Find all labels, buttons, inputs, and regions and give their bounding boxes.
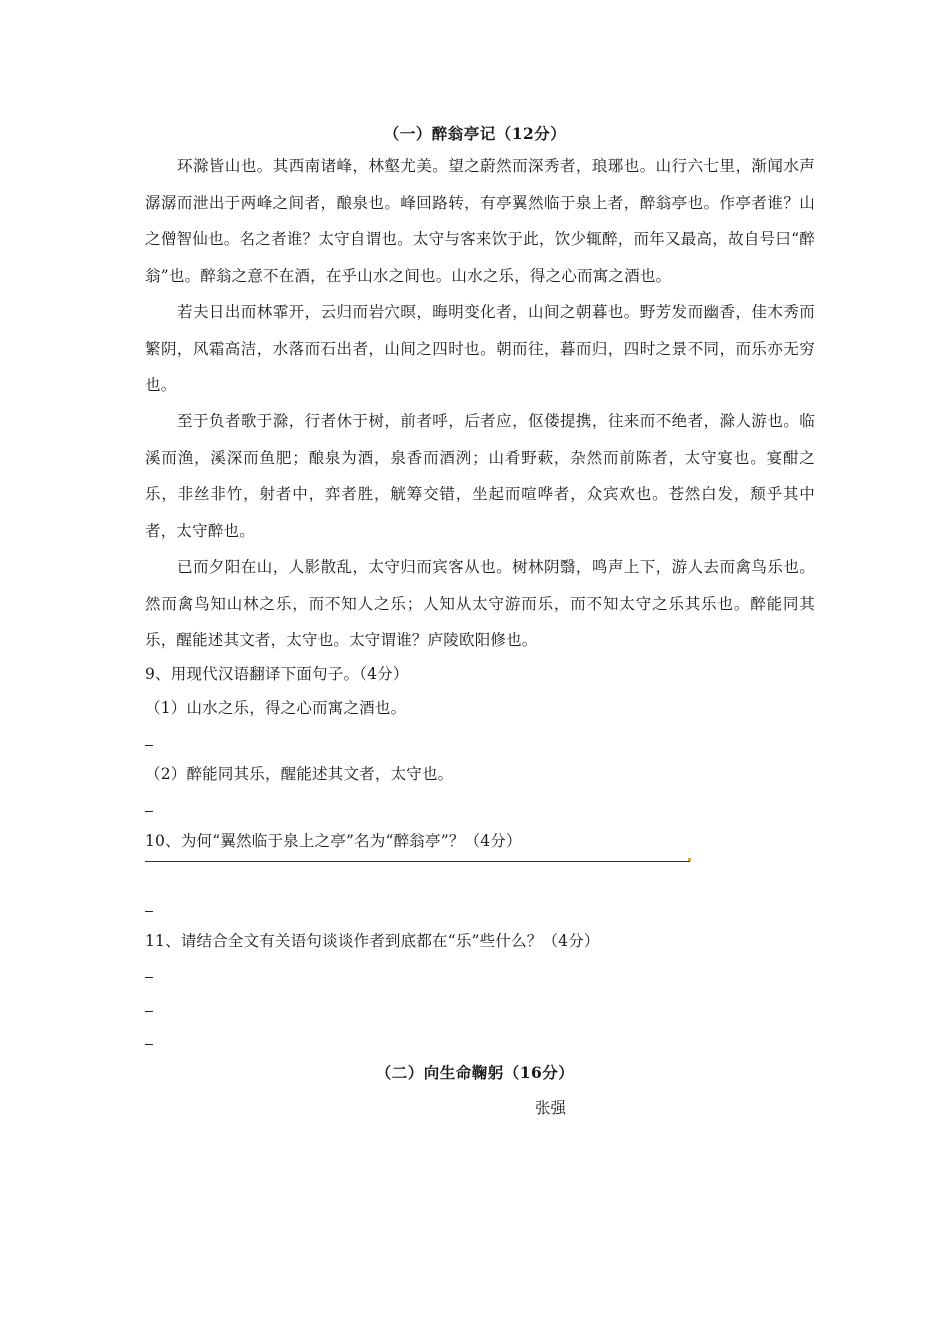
passage-paragraph-3: 至于负者歌于滁，行者休于树，前者呼，后者应，伛偻提携，往来而不绝者，滁人游也。临溪而渔，溪深而鱼肥；酿泉为酒，泉香而酒洌；山肴野蔌，杂然而前陈者，太守宴也。宴酣之乐，非丝非竹，射者中，弈者胜，觥筹交错，坐起而喧哗者，众宾欢也。苍然白发，颓乎其中者，太守醉也。 bbox=[145, 412, 815, 540]
section-one-title: （一）醉翁亭记（12分） bbox=[383, 124, 567, 143]
answer-blank-11-3[interactable] bbox=[145, 1044, 153, 1045]
question-11: 11、请结合全文有关语句谈谈作者到底都在“乐”些什么？（4分） bbox=[145, 932, 600, 950]
answer-blank-10[interactable] bbox=[145, 911, 153, 912]
question-9-item-2: （2）醉能同其乐，醒能述其文者，太守也。 bbox=[145, 765, 454, 783]
passage-paragraph-2: 若夫日出而林霏开，云归而岩穴暝，晦明变化者，山间之朝暮也。野芳发而幽香，佳木秀而繁阴，风霜高洁，水落而石出者，山间之四时也。朝而往，暮而归，四时之景不同，而乐亦无穷也。 bbox=[145, 303, 815, 394]
answer-blank-11-1[interactable] bbox=[145, 977, 153, 978]
answer-line-10[interactable] bbox=[145, 861, 690, 862]
answer-blank-9-2[interactable] bbox=[145, 811, 153, 812]
question-9-item-1: （1）山水之乐，得之心而寓之酒也。 bbox=[145, 699, 407, 717]
author-name: 张强 bbox=[535, 1099, 567, 1117]
section-two-title: （二）向生命鞠躬（16分） bbox=[375, 1063, 575, 1082]
answer-blank-11-2[interactable] bbox=[145, 1011, 153, 1012]
question-10: 10、为何“翼然临于泉上之亭”名为“醉翁亭”？（4分） bbox=[145, 832, 522, 850]
passage-paragraph-4: 已而夕阳在山，人影散乱，太守归而宾客从也。树林阴翳，鸣声上下，游人去而禽鸟乐也。然而禽鸟知山林之乐，而不知人之乐；人知从太守游而乐，而不知太守之乐其乐也。醉能同其乐，醒能述其文者，太守也。太守谓谁？庐陵欧阳修也。 bbox=[145, 558, 815, 649]
question-9: 9、用现代汉语翻译下面句子。（4分） bbox=[145, 665, 409, 683]
rule-end-mark bbox=[688, 858, 691, 861]
answer-blank-9-1[interactable] bbox=[145, 745, 153, 746]
passage-paragraph-1: 环滁皆山也。其西南诸峰，林壑尤美。望之蔚然而深秀者，琅琊也。山行六七里，渐闻水声潺潺而泄出于两峰之间者，酿泉也。峰回路转，有亭翼然临于泉上者，醉翁亭也。作亭者谁？山之僧智仙也。名之者谁？太守自谓也。太守与客来饮于此，饮少辄醉，而年又最高，故自号曰“醉翁”也。醉翁之意不在酒，在乎山水之间也。山水之乐，得之心而寓之酒也。 bbox=[145, 157, 815, 285]
